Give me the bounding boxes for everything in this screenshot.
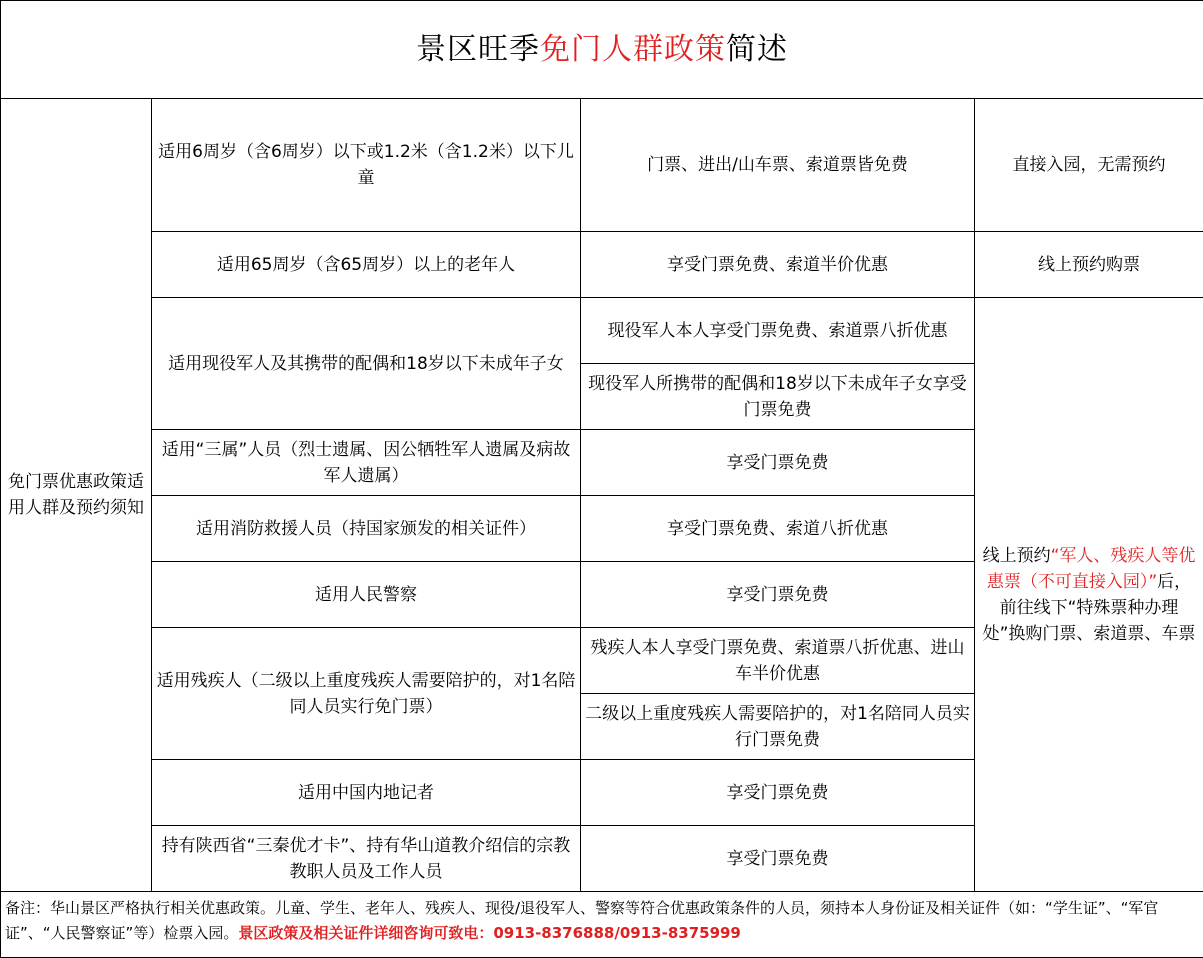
benefit-cell-military-family: 现役军人所携带的配偶和18岁以下未成年子女享受门票免费 xyxy=(581,364,975,430)
benefit-cell-military-self: 现役军人本人享受门票免费、索道票八折优惠 xyxy=(581,298,975,364)
benefit-cell-children: 门票、进出/山车票、索道票皆免费 xyxy=(581,99,975,232)
group-cell-martyr-families: 适用“三属”人员（烈士遗属、因公牺牲军人遗属及病故军人遗属） xyxy=(152,430,581,496)
title-part-1: 景区旺季 xyxy=(416,32,540,67)
group-cell-military: 适用现役军人及其携带的配偶和18岁以下未成年子女 xyxy=(152,298,581,430)
benefit-cell-journalists: 享受门票免费 xyxy=(581,760,975,826)
booking-cell-seniors: 线上预约购票 xyxy=(975,232,1203,298)
footnote-contact: 景区政策及相关证件详细咨询可致电：0913-8376888/0913-8375999 xyxy=(238,924,741,942)
footnote xyxy=(1,892,1203,958)
page-title xyxy=(1,1,1203,99)
footnote-text: 备注：华山景区严格执行相关优惠政策。儿童、学生、老年人、残疾人、现役/退役军人、警察等符合优惠政策条件的人员，须持本人身份证及相关证件（如：“学生证”、“军官证”、“人民警察证”等）检票入园。 xyxy=(5,899,1158,942)
group-cell-firefighters: 适用消防救援人员（持国家颁发的相关证件） xyxy=(152,496,581,562)
group-cell-police: 适用人民警察 xyxy=(152,562,581,628)
group-cell-talent-card: 持有陕西省“三秦优才卡”、持有华山道教介绍信的宗教教职人员及工作人员 xyxy=(152,826,581,892)
booking-cell-merged xyxy=(975,298,1203,892)
group-cell-disabled: 适用残疾人（二级以上重度残疾人需要陪护的，对1名陪同人员实行免门票） xyxy=(152,628,581,760)
benefit-cell-seniors: 享受门票免费、索道半价优惠 xyxy=(581,232,975,298)
group-cell-children: 适用6周岁（含6周岁）以下或1.2米（含1.2米）以下儿童 xyxy=(152,99,581,232)
booking-cell-children: 直接入园，无需预约 xyxy=(975,99,1203,232)
title-part-3: 简述 xyxy=(726,32,788,67)
benefit-cell-talent-card: 享受门票免费 xyxy=(581,826,975,892)
booking-merged-highlight: “军人、残疾人等优惠票（不可直接入园）” xyxy=(987,546,1196,592)
category-cell: 免门票优惠政策适用人群及预约须知 xyxy=(1,99,152,892)
benefit-cell-martyr-families: 享受门票免费 xyxy=(581,430,975,496)
benefit-cell-disabled-companion: 二级以上重度残疾人需要陪护的，对1名陪同人员实行门票免费 xyxy=(581,694,975,760)
title-highlight: 免门人群政策 xyxy=(540,32,726,67)
benefit-cell-disabled-self: 残疾人本人享受门票免费、索道票八折优惠、进山车半价优惠 xyxy=(581,628,975,694)
booking-merged-part-1: 线上预约 xyxy=(983,546,1051,566)
group-cell-journalists: 适用中国内地记者 xyxy=(152,760,581,826)
booking-merged-part-3: 后，前往线下“特殊票种办理处”换购门票、索道票、车票 xyxy=(983,572,1196,644)
group-cell-seniors: 适用65周岁（含65周岁）以上的老年人 xyxy=(152,232,581,298)
benefit-cell-police: 享受门票免费 xyxy=(581,562,975,628)
benefit-cell-firefighters: 享受门票免费、索道八折优惠 xyxy=(581,496,975,562)
